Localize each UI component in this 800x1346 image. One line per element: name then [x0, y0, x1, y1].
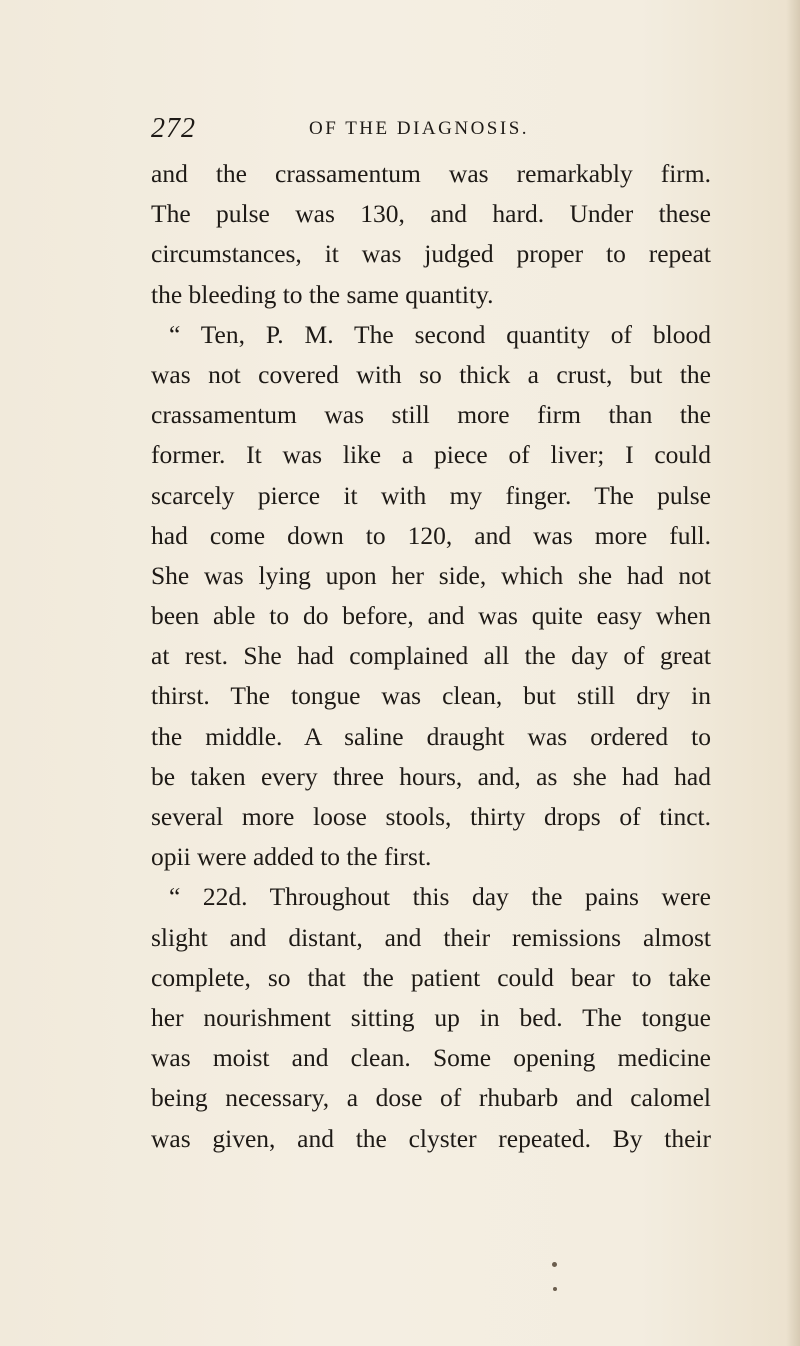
text-line: former. It was like a piece of liver; I could — [151, 440, 711, 470]
text-line: been able to do before, and was quite easy when — [151, 601, 711, 631]
text-line: She was lying upon her side, which she had not — [151, 560, 711, 590]
text-line: was not covered with so thick a crust, but the — [151, 359, 711, 389]
text-line: had come down to 120, and was more full. — [151, 520, 711, 550]
text-line: was given, and the clyster repeated. By their — [151, 1123, 711, 1153]
text-line: “ Ten, P. M. The second quantity of blood — [169, 319, 711, 349]
text-line: was moist and clean. Some opening medicine — [151, 1043, 711, 1073]
text-line: be taken every three hours, and, as she had had — [151, 761, 711, 791]
ink-speck — [553, 1287, 557, 1291]
text-line: slight and distant, and their remissions almost — [151, 922, 711, 952]
running-head — [151, 113, 711, 145]
text-line: opii were added to the first. — [151, 842, 432, 872]
text-line: The pulse was 130, and hard. Under these — [151, 199, 711, 229]
text-line: scarcely pierce it with my finger. The pulse — [151, 480, 711, 510]
text-line: circumstances, it was judged proper to repeat — [151, 239, 711, 269]
text-line: several more loose stools, thirty drops of tinct. — [151, 802, 711, 831]
body-text — [151, 154, 711, 1159]
text-line: at rest. She had complained all the day of great — [151, 641, 711, 671]
running-head-title: OF THE DIAGNOSIS. — [309, 118, 530, 139]
text-line: “ 22d. Throughout this day the pains were — [169, 882, 711, 912]
text-line: crassamentum was still more firm than the — [151, 400, 711, 430]
text-line: the middle. A saline draught was ordered to — [151, 721, 711, 751]
text-line: the bleeding to the same quantity. — [151, 279, 494, 309]
text-line: complete, so that the patient could bear to take — [151, 962, 711, 992]
page-edge-shadow — [786, 0, 800, 1346]
ink-speck — [552, 1262, 557, 1267]
page-number: 272 — [151, 113, 196, 144]
text-line: her nourishment sitting up in bed. The tongue — [151, 1002, 711, 1032]
text-line: and the crassamentum was remarkably firm. — [151, 159, 711, 188]
text-line: being necessary, a dose of rhubarb and calomel — [151, 1083, 711, 1113]
text-line: thirst. The tongue was clean, but still dry in — [151, 681, 711, 711]
